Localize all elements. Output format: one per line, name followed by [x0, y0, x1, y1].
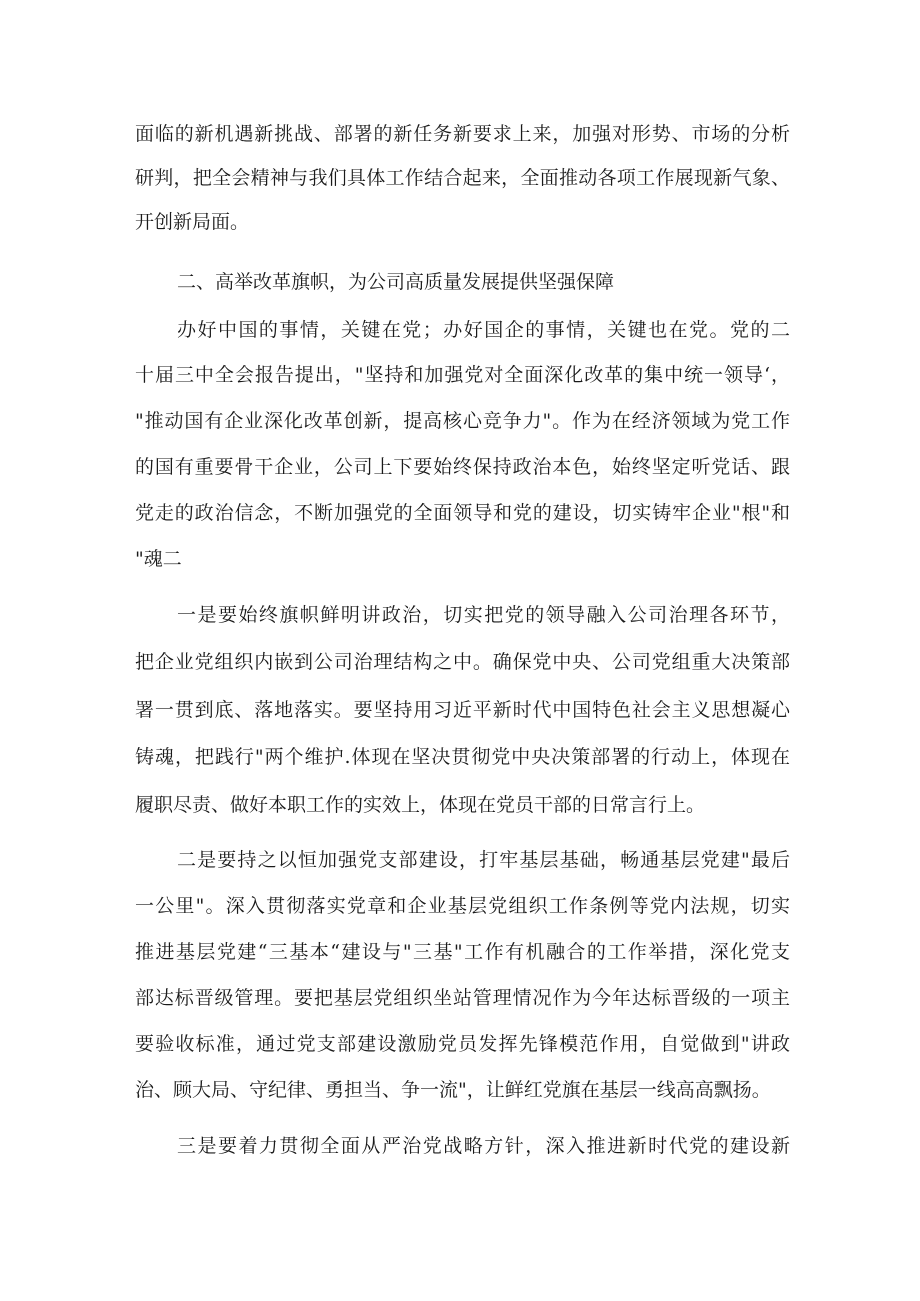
text-line-17: 一公里"。深入贯彻落实党章和企业基层党组织工作条例等党内法规，切实 — [135, 895, 790, 917]
section-heading: 二、高举改革旗帜，为公司高质量发展提供坚强保障 — [177, 271, 615, 293]
text-line-13: 署一贯到底、落地落实。要坚持用习近平新时代中国特色社会主义思想凝心 — [135, 699, 790, 721]
text-line-18: 推进基层党建“三基本“建设与"三基"工作有机融合的工作举措，深化党支 — [135, 941, 790, 963]
text-line-19: 部达标晋级管理。要把基层党组织坐站管理情况作为今年达标晋级的一项主 — [135, 987, 790, 1009]
text-line-5: 办好中国的事情，关键在党；办好国企的事情，关键也在党。党的二 — [177, 319, 790, 341]
text-line-2: 研判，把全会精神与我们具体工作结合起来，全面推动各项工作展现新气象、 — [135, 167, 790, 189]
text-line-10: "魂二 — [135, 548, 182, 570]
text-line-12: 把企业党组织内嵌到公司治理结构之中。确保党中央、公司党组重大决策部 — [135, 651, 790, 673]
text-line-9: 党走的政治信念，不断加强党的全面领导和党的建设，切实铸牢企业"根"和 — [135, 502, 790, 524]
text-line-1: 面临的新机遇新挑战、部署的新任务新要求上来，加强对形势、市场的分析 — [135, 123, 790, 145]
text-line-6: 十届三中全会报告提出，"坚持和加强党对全面深化改革的集中统一领导‘， — [135, 364, 790, 386]
text-line-15: 履职尽责、做好本职工作的实效上，体现在党员干部的日常言行上。 — [135, 794, 706, 816]
text-line-22: 三是要着力贯彻全面从严治党战略方针，深入推进新时代党的建设新 — [177, 1135, 790, 1157]
text-line-21: 治、顾大局、守纪律、勇担当、争一流"，让鲜红党旗在基层一线高高飘扬。 — [135, 1079, 771, 1101]
text-line-8: 的国有重要骨干企业，公司上下要始终保持政治本色，始终坚定听党话、跟 — [135, 456, 790, 478]
text-line-3: 开创新局面。 — [135, 211, 250, 233]
text-line-11: 一是要始终旗帜鲜明讲政治，切实把党的领导融入公司治理各环节， — [177, 604, 790, 626]
text-line-20: 要验收标准，通过党支部建设激励党员发挥先锋模范作用，自觉做到"讲政 — [135, 1033, 790, 1055]
text-line-16: 二是要持之以恒加强党支部建设，打牢基层基础，畅通基层党建"最后 — [177, 849, 790, 871]
text-line-14: 铸魂，把践行"两个维护.体现在坚决贯彻党中央决策部署的行动上，体现在 — [135, 746, 790, 768]
text-line-7: "推动国有企业深化改革创新，提高核心竞争力"。作为在经济领域为党工作 — [135, 410, 790, 432]
